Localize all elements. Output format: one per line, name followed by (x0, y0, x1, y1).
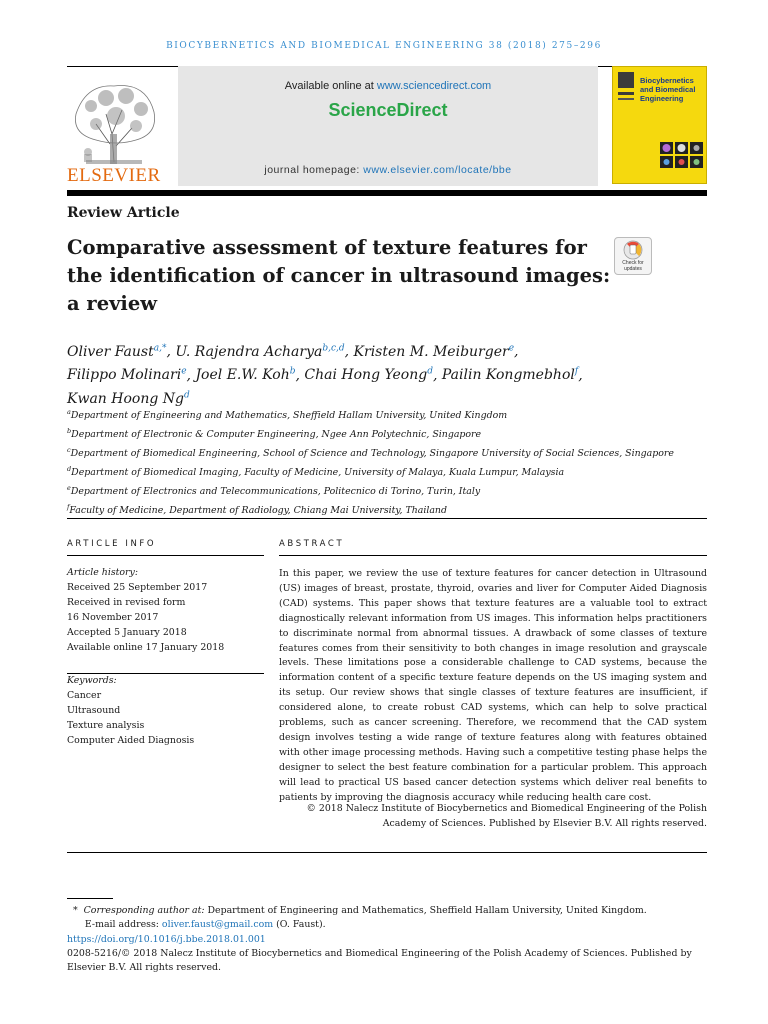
author-email-link[interactable]: oliver.faust@gmail.com (161, 919, 274, 931)
abstract-rule (279, 555, 707, 556)
author[interactable]: Pailin Kongmebhol$^f$ (441, 366, 579, 384)
journal-running-head: BIOCYBERNETICS AND BIOMEDICAL ENGINEERING 38 (2018) 275–296 (166, 41, 602, 51)
keyword[interactable]: Ultrasound (67, 705, 121, 716)
cover-title: Biocybernetics and Biomedical Engineering (640, 76, 696, 103)
article-title: Comparative assessment of texture features for the identification of cancer in ultrasound images: a review (67, 236, 611, 315)
footnote-rule (67, 898, 113, 899)
author[interactable]: Filippo Molinari$^e$ (67, 366, 187, 384)
section-divider (67, 852, 707, 853)
affiliation: $^a$Department of Engineering and Mathematics, Sheffield Hallam University, United Kingdom (67, 408, 508, 422)
author[interactable]: Kwan Hoong Ng$^d$ (67, 390, 190, 407)
affiliation-list (67, 405, 707, 519)
affiliation: $^d$Department of Biomedical Imaging, Faculty of Medicine, University of Malaya, Kuala Lumpur, Malaysia (67, 464, 565, 478)
author[interactable]: Kristen M. Meiburger$^e$ (353, 343, 515, 360)
sciencedirect-logo: ScienceDirect (328, 100, 448, 120)
affiliation: $^c$Department of Biomedical Engineering, School of Science and Technology, Singapore University of Social Sciences, Singapore (67, 445, 674, 459)
corresponding-author-note: * Corresponding author at: Department of Engineering and Mathematics, Sheffield Hallam University, United Kingdom. (72, 905, 647, 916)
cover-emblem (616, 70, 636, 180)
copyright-line: Academy of Sciences. Published by Elsevier B.V. All rights reserved. (382, 817, 707, 829)
elsevier-wordmark: ELSEVIER (67, 165, 161, 186)
section-divider (67, 518, 707, 519)
affiliation: $^e$Department of Electronics and Telecommunications, Politecnico di Torino, Turin, Italy (67, 483, 481, 497)
author[interactable]: Chai Hong Yeong$^d$ (304, 366, 433, 384)
footnotes (67, 904, 707, 975)
email-note: E-mail address: oliver.faust@gmail.com (O. Faust). (84, 919, 326, 931)
available-prefix: Available online at (284, 80, 377, 92)
cover-image-thumbnails (660, 142, 704, 170)
doi-link[interactable]: https://doi.org/10.1016/j.bbe.2018.01.001 (67, 933, 266, 945)
copyright-line: © 2018 Nalecz Institute of Biocybernetics and Biomedical Engineering of the Polish (306, 803, 707, 814)
keyword[interactable]: Computer Aided Diagnosis (67, 735, 195, 746)
abstract-heading: ABSTRACT (279, 539, 345, 549)
history-label: Article history: (67, 567, 138, 578)
affiliation: $^f$Faculty of Medicine, Department of Radiology, Chiang Mai University, Thailand (67, 502, 447, 516)
author[interactable]: Oliver Faust$^{a,*}$ (67, 343, 167, 360)
history-item: Received in revised form (67, 597, 186, 608)
author-list: Oliver Faust$^{a,*}$, U. Rajendra Acharya$^{b,c,d}$, Kristen M. Meiburger$^e$, Filippo Molinari$^e$, Joel E.W. Koh$^b$, Chai Hong Yeong$^d$, Pailin Kongmebhol$^f$, Kwan Hoong Ng$^d$ (67, 343, 583, 407)
history-item: Available online 17 January 2018 (67, 642, 225, 653)
abstract-copyright (279, 802, 707, 832)
abstract-text: In this paper, we review the use of texture features for cancer detection in Ultrasound (US) images of breast, prostate, thyroid, ovaries and liver for Computer Aided Diagnosis (CAD) systems. This paper shows that texture features are a valuable tool to extract diagnostically relevant information from US images. This information helps practitioners to discriminate normal from abnormal tissues. A drawback of some classes of texture features comes from their sensitivity to both changes in image resolution and grayscale levels. These limitations pose a considerable challenge to CAD systems, because the information content of a specific texture feature depends on the US imaging system and its setup. Our review shows that single classes of texture features are insufficient, if considered alone, to create robust CAD systems, which can help to solve practical problems, such as cancer screening. Therefore, we recommend that the CAD system design involves testing a wide range of texture features along with features obtained with other image processing methods. Having such a competitive testing phase helps the designer to select the best feature combination for a particular problem. This approach will lead to practical US based cancer detection systems which deliver real benefits to patients by improving the diagnosis accuracy while reducing health care cost. (279, 568, 707, 803)
homepage-prefix: journal homepage: (264, 164, 364, 176)
article-info-rule (67, 555, 264, 556)
keywords-label: Keywords: (67, 675, 117, 686)
journal-homepage-link[interactable]: www.elsevier.com/locate/bbe (363, 164, 512, 176)
article-type: Review Article (67, 205, 180, 221)
header-thick-rule (67, 190, 707, 196)
sciencedirect-link[interactable]: www.sciencedirect.com (376, 80, 492, 92)
issn-copyright: 0208-5216/© 2018 Nalecz Institute of Biocybernetics and Biomedical Engineering of the Polish Academy of Sciences. Published by Elsevier B.V. All rights reserved. (67, 947, 692, 974)
article-history (67, 565, 267, 655)
crossmark-icon (615, 238, 651, 262)
available-online (178, 80, 598, 92)
journal-homepage (178, 164, 598, 176)
check-for-updates-label: Check for updates (622, 260, 644, 272)
article-info-heading: ARTICLE INFO (67, 539, 157, 549)
history-item: Received 25 September 2017 (67, 582, 208, 593)
keyword[interactable]: Cancer (67, 690, 102, 701)
author[interactable]: U. Rajendra Acharya$^{b,c,d}$ (175, 343, 345, 360)
history-item: Accepted 5 January 2018 (67, 627, 187, 638)
keywords (67, 673, 267, 748)
keyword[interactable]: Texture analysis (67, 720, 145, 731)
history-item: 16 November 2017 (67, 612, 159, 623)
affiliation: $^b$Department of Electronic & Computer Engineering, Ngee Ann Polytechnic, Singapore (67, 426, 482, 441)
author[interactable]: Joel E.W. Koh$^b$ (195, 366, 296, 384)
